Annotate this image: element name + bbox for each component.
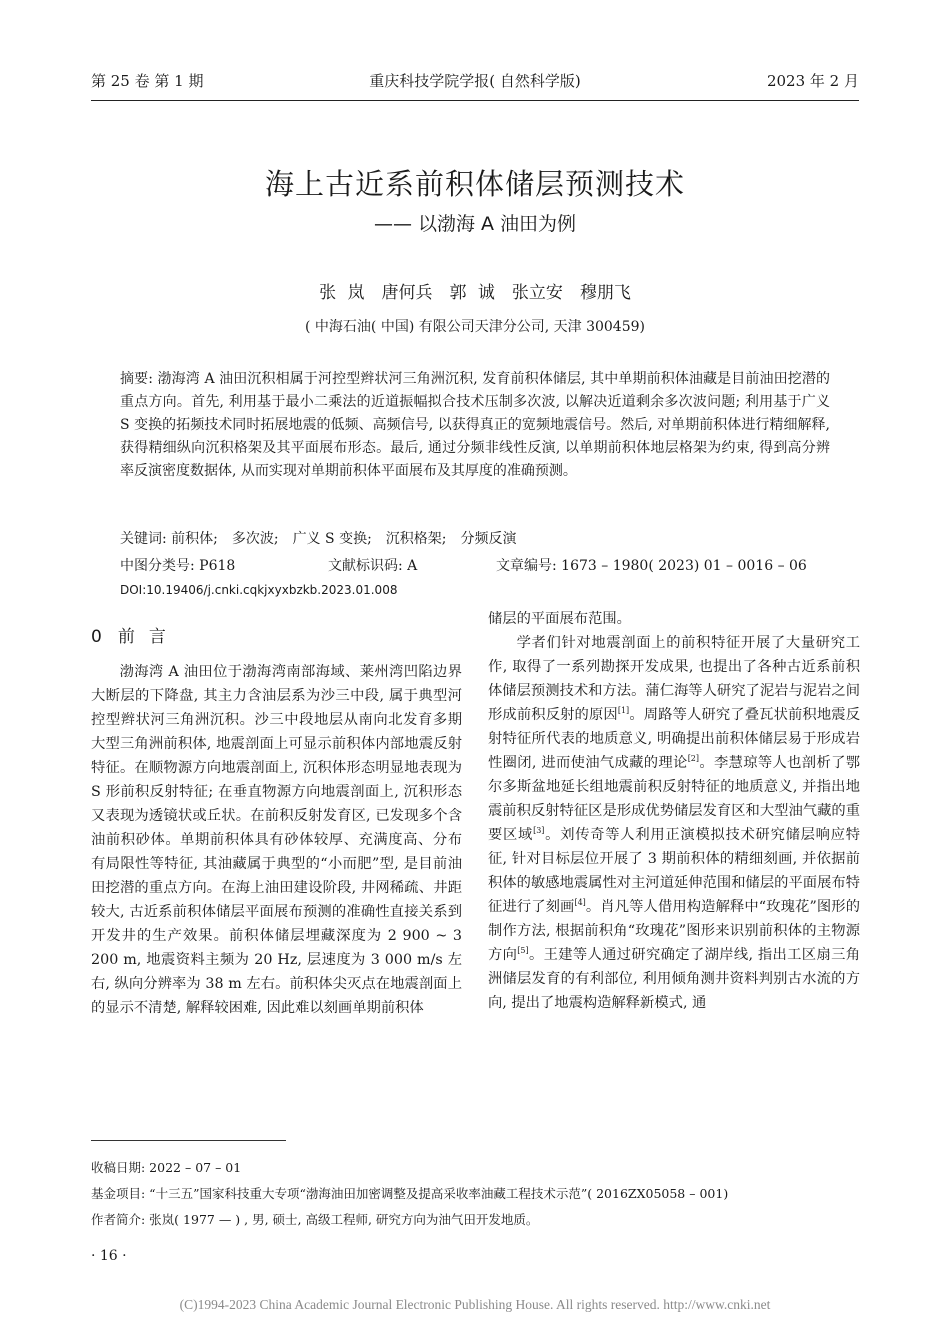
citation-link[interactable]: [1] <box>617 706 630 716</box>
journal-name: 重庆科技学院学报( 自然科学版) <box>369 72 581 90</box>
clc-number: 中图分类号: P618 <box>120 558 236 574</box>
document-code: 文献标识码: A <box>328 558 418 574</box>
text-run: 。肖凡等人借用构造解释中“玫瑰花”图形的制作方法, 根据前积角“玫瑰花”图形来识别前积体的主物源方向 <box>488 899 860 963</box>
footnote-author: 作者简介: 张岚( 1977 — ) , 男, 硕士, 高级工程师, 研究方向为油气田开发地质。 <box>91 1212 539 1227</box>
citation-link[interactable]: [2] <box>687 754 700 764</box>
authors: 张 岚 唐何兵 郭 诚 张立安 穆朋飞 <box>319 283 631 303</box>
right-column <box>488 607 860 1015</box>
section-number: 0 <box>91 627 102 647</box>
footnote-fund: 基金项目: “十三五”国家科技重大专项“渤海油田加密调整及提高采收率油藏工程技术示范”( 2016ZX05058 – 001) <box>91 1186 729 1201</box>
affiliation: ( 中海石油( 中国) 有限公司天津分公司, 天津 300459) <box>305 319 645 335</box>
footnote-rule <box>91 1140 286 1141</box>
paragraph: 渤海湾 A 油田位于渤海湾南部海域、莱州湾凹陷边界大断层的下降盘, 其主力含油层系为沙三中段, 属于典型河控型辫状河三角洲沉积。沙三中段地层从南向北发育多期大型三角洲前积体, 地震剖面上可显示前积体内部地震反射特征。在顺物源方向地震剖面上, 沉积体形态明显地表现为 S 形前积反射特征; 在垂直物源方向地震剖面上, 沉积形态又表现为透镜状或丘状。在前积反射发育区, 已发现多个含油前积砂体。单期前积体具有砂体较厚、充满度高、分布有局限性等特征, 其油藏属于典型的“小而肥”型, 是目前油田挖潜的重点方向。在海上油田建设阶段, 井网稀疏、井距较大, 古近系前积体储层平面展布预测的准确性直接关系到开发井的生产效果。前积体储层埋藏深度为 2 900 ~ 3 200 m, 地震资料主频为 20 Hz, 层速度为 3 000 m/s 左右, 纵向分辨率为 38 m 左右。前积体尖灭点在地震剖面上的显示不清楚, 解释较困难, 因此难以刻画单期前积体 <box>91 664 462 1016</box>
text-run: 学者们针对地震剖面上的前积特征开展了大量研究工作, 取得了一系列勘探开发成果, 也提出了各种古近系前积体储层预测技术和方法。蒲仁海等人研究了泥岩与泥岩之间形成前积反射的原因 <box>488 635 860 723</box>
publication-date: 2023 年 2 月 <box>766 72 859 90</box>
section-heading <box>91 622 196 647</box>
left-column <box>91 660 462 1020</box>
citation-link[interactable]: [3] <box>533 826 545 836</box>
text-run: 。王建等人通过研究确定了湖岸线, 指出工区扇三角洲储层发育的有利部位, 利用倾角测井资料判别古水流的方向, 提出了地震构造解释新模式, 通 <box>488 947 861 1011</box>
text-run: 。周路等人研究了叠瓦状前积地震反射特征所代表的地质意义, 明确提出前积体储层易于形成岩性圈闭, 进而使油气成藏的理论 <box>488 707 861 771</box>
paragraph-continuation: 储层的平面展布范围。 <box>488 611 631 627</box>
doi: DOI:10.19406/j.cnki.cqkjxyxbzkb.2023.01.008 <box>120 583 398 597</box>
text-run: 。李慧琼等人也剖析了鄂尔多斯盆地延长组地震前积反射特征的地质意义, 并指出地震前积反射特征区是形成优势储层发育区和大型油气藏的重要区域 <box>488 755 861 843</box>
page-number: · 16 · <box>91 1248 127 1264</box>
citation-link[interactable]: [4] <box>574 898 586 908</box>
article-subtitle: —— 以渤海 A 油田为例 <box>373 213 577 235</box>
paragraph <box>488 631 860 1015</box>
text-run: 。刘传奇等人利用正演模拟技术研究储层响应特征, 针对目标层位开展了 3 期前积体的精细刻画, 并依据前积体的敏感地震属性对主河道延伸范围和储层的平面展布特征进行了刻画 <box>488 827 861 915</box>
journal-issue: 第 25 卷 第 1 期 <box>91 72 204 90</box>
citation-link[interactable]: [5] <box>517 946 529 956</box>
abstract: 摘要: 渤海湾 A 油田沉积相属于河控型辫状河三角洲沉积, 发育前积体储层, 其中单期前积体油藏是目前油田挖潜的重点方向。首先, 利用基于最小二乘法的近道振幅拟合技术压制多次波, 以解决近道剩余多次波问题; 利用基于广义 S 变换的拓频技术同时拓展地震的低频、高频信号, 以获得真正的宽频地震信号。然后, 对单期前积体进行精细解释, 获得精细纵向沉积格架及其平面展布形态。最后, 通过分频非线性反演, 以单期前积体地层格架为约束, 得到高分辨率反演密度数据体, 从而实现对单期前积体平面展布及其厚度的准确预测。 <box>120 371 830 479</box>
article-title: 海上古近系前积体储层预测技术 <box>264 167 685 201</box>
header-rule <box>91 100 859 101</box>
section-title: 前言 <box>117 627 180 647</box>
footnote-received: 收稿日期: 2022 – 07 – 01 <box>91 1160 242 1175</box>
article-number: 文章编号: 1673 – 1980( 2023) 01 – 0016 – 06 <box>496 558 807 574</box>
keywords: 关键词: 前积体; 多次波; 广义 S 变换; 沉积格架; 分频反演 <box>120 531 517 547</box>
copyright-watermark: (C)1994-2023 China Academic Journal Electronic Publishing House. All rights reserved. http://www.cnki.net <box>179 1297 771 1312</box>
